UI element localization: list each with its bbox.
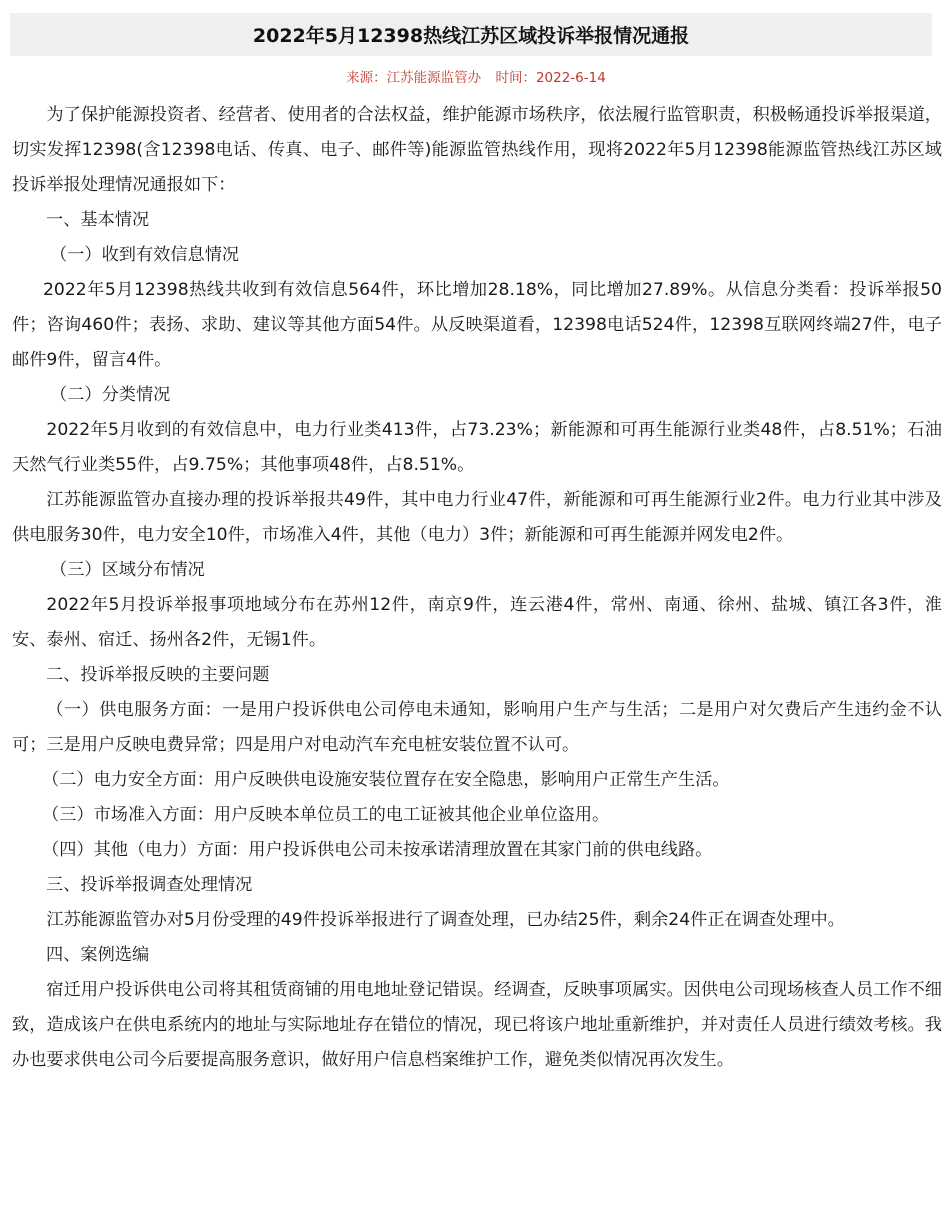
issue-power-safety: （二）电力安全方面：用户反映供电设施安装位置存在安全隐患，影响用户正常生产生活。	[42, 770, 730, 790]
subsection-heading-region: （三）区域分布情况	[50, 560, 205, 580]
subsection-heading-received: （一）收到有效信息情况	[50, 245, 240, 265]
article-source: 来源：江苏能源监管办	[346, 70, 482, 86]
section-heading-issues: 二、投诉举报反映的主要问题	[46, 665, 270, 685]
article-date: 时间：2022-6-14	[495, 70, 606, 86]
subsection-heading-classification: （二）分类情况	[50, 385, 171, 405]
section-heading-cases: 四、案例选编	[46, 945, 150, 965]
direct-handling-paragraph: 江苏能源监管办直接办理的投诉举报共49件，其中电力行业47件，新能源和可再生能源行业2件。电力行业其中涉及供电服务30件，电力安全10件，市场准入4件，其他（电力）3件；新能源和可再生能源并网发电2件。	[12, 490, 942, 545]
investigation-paragraph: 江苏能源监管办对5月份受理的49件投诉举报进行了调查处理，已办结25件，剩余24件正在调查处理中。	[46, 910, 845, 930]
issue-market-access: （三）市场准入方面：用户反映本单位员工的电工证被其他企业单位盗用。	[42, 805, 610, 825]
received-paragraph: 2022年5月12398热线共收到有效信息564件，环比增加28.18%，同比增加27.89%。从信息分类看：投诉举报50件；咨询460件；表扬、求助、建议等其他方面54件。从反映渠道看，12398电话524件，12398互联网终端27件，电子邮件9件，留言4件。	[12, 280, 942, 370]
classification-paragraph: 2022年5月收到的有效信息中，电力行业类413件，占73.23%；新能源和可再生能源行业类48件，占8.51%；石油天然气行业类55件，占9.75%；其他事项48件，占8.51%。	[12, 420, 942, 475]
intro-paragraph: 为了保护能源投资者、经营者、使用者的合法权益，维护能源市场秩序，依法履行监管职责，积极畅通投诉举报渠道，切实发挥12398(含12398电话、传真、电子、邮件等)能源监管热线作用，现将2022年5月12398能源监管热线江苏区域投诉举报处理情况通报如下：	[12, 105, 942, 195]
article-title: 2022年5月12398热线江苏区域投诉举报情况通报	[252, 25, 690, 47]
issue-other-power: （四）其他（电力）方面：用户投诉供电公司未按承诺清理放置在其家门前的供电线路。	[42, 840, 713, 860]
section-heading-basic: 一、基本情况	[46, 210, 150, 230]
case-paragraph: 宿迁用户投诉供电公司将其租赁商铺的用电地址登记错误。经调查，反映事项属实。因供电公司现场核查人员工作不细致，造成该户在供电系统内的地址与实际地址存在错位的情况，现已将该户地址重新维护，并对责任人员进行绩效考核。我办也要求供电公司今后要提高服务意识，做好用户信息档案维护工作，避免类似情况再次发生。	[12, 980, 942, 1070]
issue-power-service: （一）供电服务方面：一是用户投诉供电公司停电未通知，影响用户生产与生活；二是用户对欠费后产生违约金不认可；三是用户反映电费异常；四是用户对电动汽车充电桩安装位置不认可。	[12, 700, 942, 755]
article-body	[12, 98, 942, 1078]
article-meta	[0, 66, 952, 86]
section-heading-investigation: 三、投诉举报调查处理情况	[46, 875, 253, 895]
article-title-bar	[10, 13, 932, 56]
region-paragraph: 2022年5月投诉举报事项地域分布在苏州12件，南京9件，连云港4件，常州、南通、徐州、盐城、镇江各3件，淮安、泰州、宿迁、扬州各2件，无锡1件。	[12, 595, 942, 650]
